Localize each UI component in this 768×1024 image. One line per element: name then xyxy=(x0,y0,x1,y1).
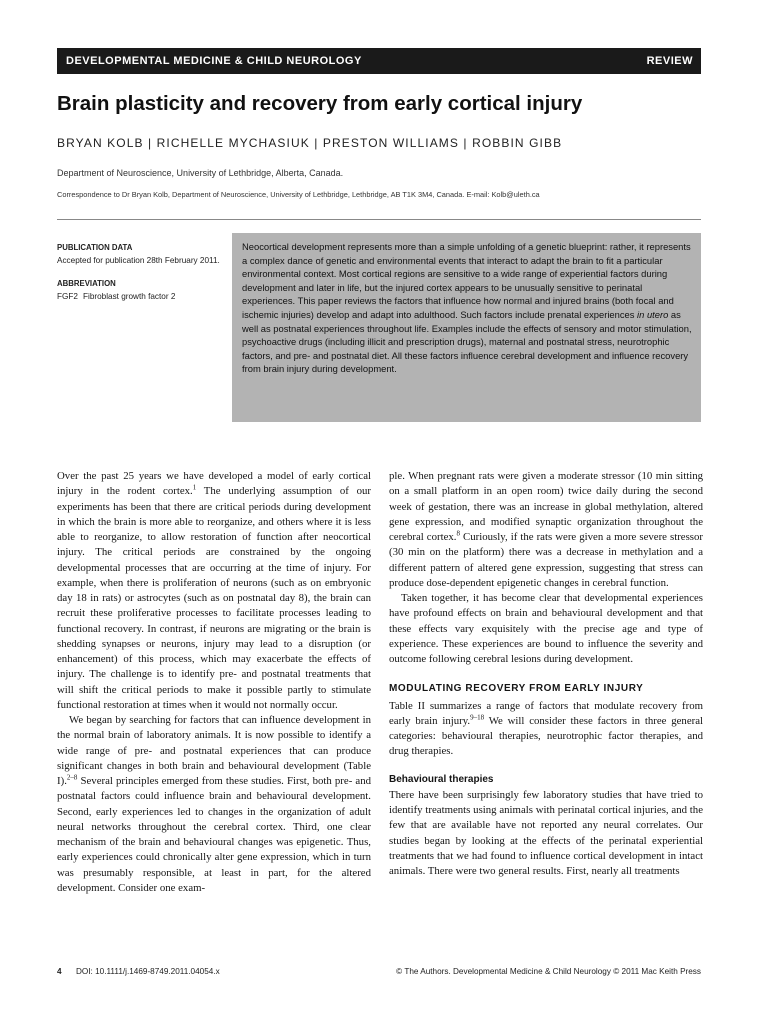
body-paragraph: ple. When pregnant rats were given a moderate stressor (10 min sitting on a small platform in an open room) twice daily during the second week of gestation, there was an increase in global methylation, altered gene expression, and modified synaptic organization throughout the cerebral cortex.$^8$ Curiously, if the rats were given a more severe stressor (30 min on the platform) there was a decrease in methylation and a different pattern of altered gene expression, suggesting that stress can produce dose-dependent epigenetic changes in cerebral function. xyxy=(389,470,703,589)
article-title: Brain plasticity and recovery from early cortical injury xyxy=(57,92,583,115)
article-type: REVIEW xyxy=(646,55,693,67)
abbreviation-row xyxy=(57,290,229,303)
journal-name: DEVELOPMENTAL MEDICINE & CHILD NEUROLOGY xyxy=(66,55,362,67)
body-paragraph: There have been surprisingly few laboratory studies that have tried to identify treatments using animals with perinatal cortical injuries, and the few that are available have not reported any neural correlates. Our studies began by looking at the effects of the perinatal experiential treatments that we had found to influence cortical development in intact animals. There were two general results. First, nearly all treatments xyxy=(389,788,703,877)
body-paragraph: Over the past 25 years we have developed a model of early cortical injury in the rodent cortex.$^1$ The underlying assumption of our experiments has been that there are critical periods during development in which the brain is more able to reorganize, and others where it is less able to reorganize, to allow restoration of function after neocortical injury. The critical periods are constrained by the ongoing developmental processes that are occurring at the time of injury. For example, when there is proliferation of neurons (such as on embryonic day 18 in rats) or astrocytes (such as on postnatal day 8), the brain can recruit these proliferative processes to facilitate processes leading to functional recovery. In contrast, if neurons are migrating or the brain is shedding synapses or neurons, injury may lead to a disruption (or enhancement) of this process, which may exacerbate the effects of injury. The challenge is to identify pre- and postnatal treatments that will shift the critical periods to make it possible partly to stimulate functional restoration at times when it would not normally occur. xyxy=(57,470,371,711)
abbreviation-key: FGF2 xyxy=(57,292,78,301)
abstract-box xyxy=(232,233,701,422)
body-paragraph: We began by searching for factors that can influence development in the normal brain of laboratory animals. It is now possible to identify a wide range of pre- and postnatal experiences that can produce significant changes in both brain and behavioural development (Table I).$^{2-8}$ Several principles emerged from these studies. First, both pre- and postnatal factors could influence brain and behavioural development. Second, early experiences led to changes in the organization of adult neural networks throughout the cerebral cortex. Third, one clear mechanism of the brain and behavioural changes was epigenetic. Thus, early experiences could chronically alter gene expression, which in turn was presumably responsible, at least in part, for the altered development. Consider one exam- xyxy=(57,714,371,894)
doi-link[interactable]: DOI: 10.1111/j.1469-8749.2011.04054.x xyxy=(76,967,220,976)
page-number: 4 xyxy=(57,967,62,976)
copyright: © The Authors. Developmental Medicine & Child Neurology © 2011 Mac Keith Press xyxy=(396,967,701,976)
page-footer xyxy=(57,967,701,981)
correspondence: Correspondence to Dr Bryan Kolb, Department of Neuroscience, University of Lethbridge, Lethbridge, AB T1K 3M4, Canada. E-mail: Kolb@uleth.ca xyxy=(57,190,540,199)
body-column-right xyxy=(389,469,703,879)
abbreviation-value: Fibroblast growth factor 2 xyxy=(83,292,176,301)
affiliation: Department of Neuroscience, University of Lethbridge, Alberta, Canada. xyxy=(57,168,344,178)
journal-banner xyxy=(57,48,701,74)
body-column-left xyxy=(57,469,371,896)
subsection-heading: Behavioural therapies xyxy=(389,773,494,785)
body-paragraph: Taken together, it has become clear that developmental experiences have profound effects on brain and behavioural development and that these effects vary exquisitely with the precise age and type of experience. These experiences are bound to influence the severity and outcome following cerebral lesions during development. xyxy=(389,592,703,665)
abbreviation-heading: ABBREVIATION xyxy=(57,279,116,288)
publication-data xyxy=(57,241,229,303)
author-list: BRYAN KOLB | RICHELLE MYCHASIUK | PRESTON WILLIAMS | ROBBIN GIBB xyxy=(57,136,563,150)
body-paragraph: Table II summarizes a range of factors that modulate recovery from early brain injury.$^{9-18}$ We will consider these factors in three general categories: behavioural therapies, neurotrophic factor therapies, and drug therapies. xyxy=(389,699,703,758)
section-heading: MODULATING RECOVERY FROM EARLY INJURY xyxy=(389,683,644,695)
abstract-text: Neocortical development represents more than a simple unfolding of a genetic blueprint: rather, it represents a complex dance of genetic and environmental events that interact to adapt the brain to fit a particular environmental context. Most cortical regions are sensitive to a wide range of experiential factors during development and later in life, but the injured cortex appears to be unusually sensitive to perinatal experiences. This paper reviews the factors that influence how normal and injured brains (both focal and ischemic injuries) develop and adapt into adulthood. Such factors include prenatal experiences in utero as well as postnatal experiences throughout life. Examples include the effects of sensory and motor stimulation, psychoactive drugs (including illicit and prescription drugs), maternal and postnatal stress, neurotrophic factors, and pre- and postnatal diet. All these factors influence cerebral development and influence recovery from brain injury during development. xyxy=(242,241,692,375)
publication-data-heading: PUBLICATION DATA xyxy=(57,243,133,252)
header-divider xyxy=(57,219,701,220)
accepted-date: Accepted for publication 28th February 2011. xyxy=(57,256,220,265)
